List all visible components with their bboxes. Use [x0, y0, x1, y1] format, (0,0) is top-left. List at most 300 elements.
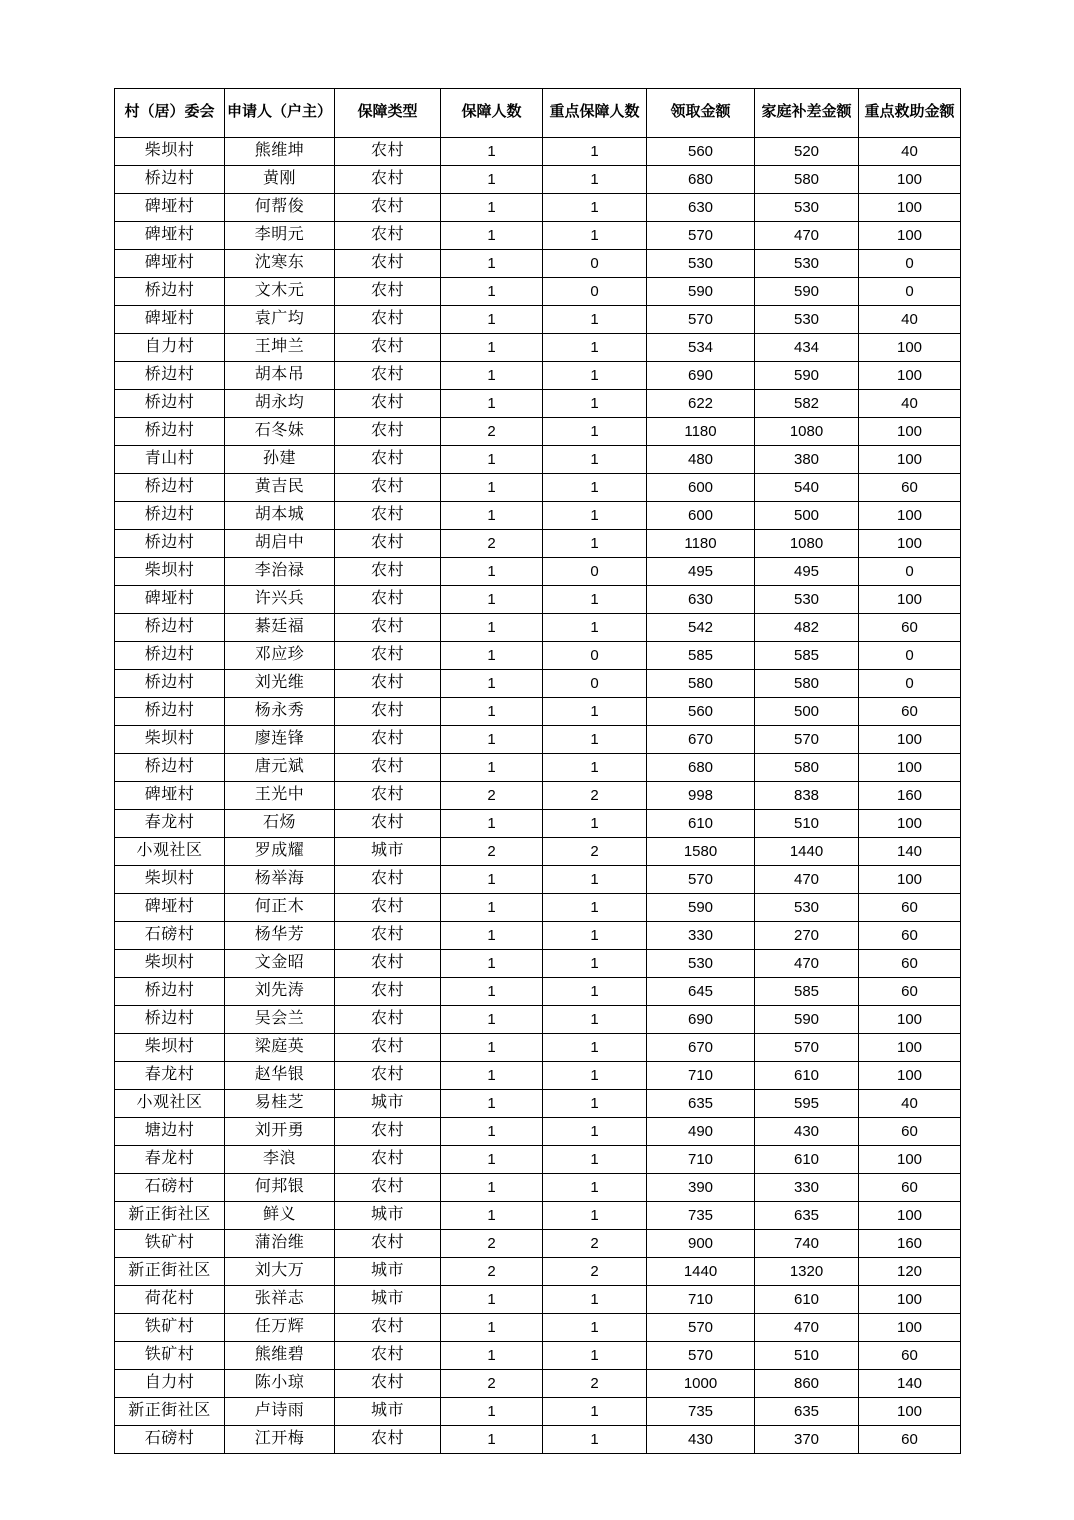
cell-village: 桥边村: [115, 614, 225, 642]
table-row: [115, 1202, 961, 1230]
cell-amount-received: 610: [647, 810, 755, 838]
cell-people-count: 1: [441, 1342, 543, 1370]
cell-village: 荷花村: [115, 1286, 225, 1314]
cell-village: 桥边村: [115, 530, 225, 558]
cell-applicant: 袁广均: [225, 306, 335, 334]
table-row: [115, 1314, 961, 1342]
cell-key-assistance: 0: [859, 558, 961, 586]
table-row: [115, 390, 961, 418]
cell-applicant: 王光中: [225, 782, 335, 810]
cell-family-subsidy: 610: [755, 1286, 859, 1314]
column-header-key-people-count: 重点保障人数: [543, 89, 647, 138]
cell-key-assistance: 100: [859, 166, 961, 194]
cell-family-subsidy: 530: [755, 194, 859, 222]
cell-family-subsidy: 500: [755, 502, 859, 530]
cell-amount-received: 670: [647, 1034, 755, 1062]
cell-type: 农村: [335, 670, 441, 698]
cell-key-assistance: 120: [859, 1258, 961, 1286]
cell-type: 农村: [335, 1174, 441, 1202]
cell-key-assistance: 140: [859, 1370, 961, 1398]
cell-village: 桥边村: [115, 502, 225, 530]
cell-applicant: 罗成耀: [225, 838, 335, 866]
cell-village: 桥边村: [115, 474, 225, 502]
cell-key-assistance: 0: [859, 670, 961, 698]
cell-amount-received: 530: [647, 250, 755, 278]
cell-village: 石磅村: [115, 922, 225, 950]
cell-amount-received: 560: [647, 698, 755, 726]
cell-village: 新正街社区: [115, 1202, 225, 1230]
cell-amount-received: 570: [647, 222, 755, 250]
cell-type: 农村: [335, 474, 441, 502]
cell-key-people-count: 1: [543, 1286, 647, 1314]
cell-applicant: 鲜义: [225, 1202, 335, 1230]
cell-family-subsidy: 610: [755, 1146, 859, 1174]
cell-key-assistance: 40: [859, 306, 961, 334]
cell-amount-received: 570: [647, 1342, 755, 1370]
cell-type: 农村: [335, 1426, 441, 1454]
cell-family-subsidy: 510: [755, 810, 859, 838]
cell-amount-received: 1440: [647, 1258, 755, 1286]
cell-amount-received: 1180: [647, 418, 755, 446]
cell-village: 铁矿村: [115, 1314, 225, 1342]
cell-people-count: 2: [441, 530, 543, 558]
cell-amount-received: 585: [647, 642, 755, 670]
table-row: [115, 1342, 961, 1370]
cell-village: 碑垭村: [115, 894, 225, 922]
cell-village: 石磅村: [115, 1174, 225, 1202]
cell-village: 塘边村: [115, 1118, 225, 1146]
cell-people-count: 1: [441, 586, 543, 614]
cell-applicant: 许兴兵: [225, 586, 335, 614]
cell-family-subsidy: 610: [755, 1062, 859, 1090]
cell-village: 新正街社区: [115, 1398, 225, 1426]
cell-people-count: 1: [441, 334, 543, 362]
table-row: [115, 1370, 961, 1398]
cell-type: 农村: [335, 446, 441, 474]
column-header-people-count: 保障人数: [441, 89, 543, 138]
cell-key-people-count: 1: [543, 1090, 647, 1118]
cell-key-people-count: 1: [543, 1398, 647, 1426]
cell-key-people-count: 0: [543, 670, 647, 698]
cell-amount-received: 600: [647, 502, 755, 530]
cell-people-count: 1: [441, 446, 543, 474]
cell-key-people-count: 1: [543, 194, 647, 222]
table-row: [115, 1034, 961, 1062]
cell-applicant: 何帮俊: [225, 194, 335, 222]
cell-type: 城市: [335, 1398, 441, 1426]
cell-family-subsidy: 510: [755, 1342, 859, 1370]
cell-type: 农村: [335, 1314, 441, 1342]
cell-family-subsidy: 470: [755, 222, 859, 250]
cell-key-people-count: 1: [543, 922, 647, 950]
cell-applicant: 沈寒东: [225, 250, 335, 278]
cell-key-assistance: 100: [859, 418, 961, 446]
cell-type: 农村: [335, 250, 441, 278]
table-row: [115, 1230, 961, 1258]
table-body: [115, 138, 961, 1454]
cell-family-subsidy: 270: [755, 922, 859, 950]
cell-village: 青山村: [115, 446, 225, 474]
cell-type: 城市: [335, 838, 441, 866]
cell-people-count: 1: [441, 1090, 543, 1118]
cell-type: 农村: [335, 1006, 441, 1034]
cell-people-count: 1: [441, 250, 543, 278]
cell-applicant: 刘大万: [225, 1258, 335, 1286]
cell-key-assistance: 100: [859, 446, 961, 474]
cell-amount-received: 710: [647, 1286, 755, 1314]
cell-key-assistance: 160: [859, 1230, 961, 1258]
cell-key-assistance: 60: [859, 1426, 961, 1454]
cell-type: 农村: [335, 1370, 441, 1398]
cell-type: 城市: [335, 1202, 441, 1230]
cell-amount-received: 590: [647, 894, 755, 922]
cell-village: 碑垭村: [115, 782, 225, 810]
column-header-key-assistance: 重点救助金额: [859, 89, 961, 138]
cell-people-count: 2: [441, 782, 543, 810]
cell-people-count: 1: [441, 978, 543, 1006]
cell-type: 农村: [335, 530, 441, 558]
cell-key-people-count: 1: [543, 474, 647, 502]
table-row: [115, 894, 961, 922]
cell-village: 桥边村: [115, 698, 225, 726]
cell-type: 农村: [335, 614, 441, 642]
cell-key-people-count: 1: [543, 418, 647, 446]
cell-applicant: 任万辉: [225, 1314, 335, 1342]
cell-applicant: 蒲治维: [225, 1230, 335, 1258]
cell-family-subsidy: 580: [755, 166, 859, 194]
table-row: [115, 1258, 961, 1286]
cell-type: 农村: [335, 222, 441, 250]
cell-key-people-count: 1: [543, 530, 647, 558]
cell-type: 农村: [335, 1230, 441, 1258]
cell-applicant: 文金昭: [225, 950, 335, 978]
cell-village: 柴坝村: [115, 726, 225, 754]
cell-family-subsidy: 495: [755, 558, 859, 586]
cell-key-assistance: 60: [859, 614, 961, 642]
cell-key-people-count: 2: [543, 1370, 647, 1398]
cell-key-assistance: 100: [859, 1398, 961, 1426]
table-header-row: [115, 89, 961, 138]
cell-type: 农村: [335, 726, 441, 754]
cell-people-count: 1: [441, 166, 543, 194]
cell-family-subsidy: 520: [755, 138, 859, 166]
cell-key-assistance: 100: [859, 502, 961, 530]
cell-key-people-count: 1: [543, 166, 647, 194]
cell-family-subsidy: 838: [755, 782, 859, 810]
cell-family-subsidy: 580: [755, 670, 859, 698]
cell-key-assistance: 60: [859, 1118, 961, 1146]
cell-applicant: 胡启中: [225, 530, 335, 558]
cell-family-subsidy: 430: [755, 1118, 859, 1146]
cell-people-count: 2: [441, 1258, 543, 1286]
cell-key-people-count: 1: [543, 1202, 647, 1230]
table-row: [115, 866, 961, 894]
cell-key-people-count: 1: [543, 1426, 647, 1454]
cell-key-people-count: 1: [543, 894, 647, 922]
cell-type: 农村: [335, 950, 441, 978]
cell-applicant: 杨举海: [225, 866, 335, 894]
cell-amount-received: 542: [647, 614, 755, 642]
cell-amount-received: 680: [647, 166, 755, 194]
cell-key-assistance: 100: [859, 1286, 961, 1314]
column-header-family-subsidy: 家庭补差金额: [755, 89, 859, 138]
cell-amount-received: 998: [647, 782, 755, 810]
cell-amount-received: 534: [647, 334, 755, 362]
cell-village: 碑垭村: [115, 250, 225, 278]
cell-type: 农村: [335, 278, 441, 306]
cell-key-assistance: 0: [859, 250, 961, 278]
cell-applicant: 赵华银: [225, 1062, 335, 1090]
cell-amount-received: 645: [647, 978, 755, 1006]
cell-applicant: 吴会兰: [225, 1006, 335, 1034]
cell-people-count: 1: [441, 614, 543, 642]
table-row: [115, 278, 961, 306]
cell-applicant: 石炀: [225, 810, 335, 838]
cell-key-people-count: 1: [543, 1174, 647, 1202]
table-row: [115, 1090, 961, 1118]
cell-people-count: 1: [441, 922, 543, 950]
table-row: [115, 782, 961, 810]
cell-amount-received: 690: [647, 1006, 755, 1034]
cell-type: 农村: [335, 418, 441, 446]
cell-people-count: 1: [441, 1174, 543, 1202]
column-header-village: 村（居）委会: [115, 89, 225, 138]
cell-family-subsidy: 740: [755, 1230, 859, 1258]
cell-key-people-count: 1: [543, 1342, 647, 1370]
cell-amount-received: 590: [647, 278, 755, 306]
cell-village: 碑垭村: [115, 306, 225, 334]
cell-amount-received: 670: [647, 726, 755, 754]
cell-key-people-count: 1: [543, 950, 647, 978]
cell-amount-received: 680: [647, 754, 755, 782]
cell-key-assistance: 60: [859, 1174, 961, 1202]
table-row: [115, 754, 961, 782]
cell-village: 春龙村: [115, 810, 225, 838]
cell-applicant: 綦廷福: [225, 614, 335, 642]
cell-type: 城市: [335, 1258, 441, 1286]
cell-village: 铁矿村: [115, 1342, 225, 1370]
table-header: [115, 89, 961, 138]
cell-amount-received: 390: [647, 1174, 755, 1202]
cell-amount-received: 710: [647, 1146, 755, 1174]
table-row: [115, 838, 961, 866]
cell-key-assistance: 100: [859, 866, 961, 894]
cell-family-subsidy: 1440: [755, 838, 859, 866]
cell-key-people-count: 1: [543, 614, 647, 642]
cell-key-assistance: 60: [859, 978, 961, 1006]
cell-village: 桥边村: [115, 418, 225, 446]
cell-key-assistance: 160: [859, 782, 961, 810]
cell-family-subsidy: 482: [755, 614, 859, 642]
table-row: [115, 726, 961, 754]
cell-village: 碑垭村: [115, 194, 225, 222]
cell-applicant: 黄刚: [225, 166, 335, 194]
cell-people-count: 1: [441, 278, 543, 306]
column-header-type: 保障类型: [335, 89, 441, 138]
cell-key-assistance: 100: [859, 222, 961, 250]
cell-village: 碑垭村: [115, 586, 225, 614]
cell-village: 柴坝村: [115, 138, 225, 166]
cell-family-subsidy: 1080: [755, 418, 859, 446]
cell-applicant: 何邦银: [225, 1174, 335, 1202]
column-header-amount-received: 领取金额: [647, 89, 755, 138]
cell-key-assistance: 100: [859, 530, 961, 558]
cell-type: 农村: [335, 334, 441, 362]
cell-type: 农村: [335, 390, 441, 418]
table-row: [115, 1006, 961, 1034]
cell-village: 柴坝村: [115, 1034, 225, 1062]
table-row: [115, 138, 961, 166]
cell-family-subsidy: 1320: [755, 1258, 859, 1286]
cell-people-count: 1: [441, 390, 543, 418]
cell-applicant: 刘先涛: [225, 978, 335, 1006]
table-row: [115, 530, 961, 558]
cell-key-people-count: 1: [543, 362, 647, 390]
cell-village: 春龙村: [115, 1146, 225, 1174]
cell-amount-received: 430: [647, 1426, 755, 1454]
cell-family-subsidy: 582: [755, 390, 859, 418]
cell-village: 碑垭村: [115, 222, 225, 250]
cell-village: 桥边村: [115, 642, 225, 670]
cell-village: 桥边村: [115, 978, 225, 1006]
cell-village: 春龙村: [115, 1062, 225, 1090]
cell-type: 农村: [335, 754, 441, 782]
table-row: [115, 306, 961, 334]
table-row: [115, 810, 961, 838]
cell-key-people-count: 1: [543, 698, 647, 726]
table-row: [115, 698, 961, 726]
cell-family-subsidy: 470: [755, 950, 859, 978]
table-row: [115, 614, 961, 642]
cell-applicant: 李治禄: [225, 558, 335, 586]
cell-key-assistance: 60: [859, 1342, 961, 1370]
cell-applicant: 石冬妹: [225, 418, 335, 446]
cell-key-assistance: 100: [859, 334, 961, 362]
cell-people-count: 1: [441, 810, 543, 838]
cell-key-assistance: 100: [859, 1202, 961, 1230]
cell-key-assistance: 60: [859, 474, 961, 502]
table-row: [115, 558, 961, 586]
cell-key-people-count: 1: [543, 1118, 647, 1146]
cell-type: 农村: [335, 698, 441, 726]
cell-key-assistance: 0: [859, 642, 961, 670]
cell-key-assistance: 100: [859, 1062, 961, 1090]
cell-people-count: 1: [441, 138, 543, 166]
cell-amount-received: 690: [647, 362, 755, 390]
cell-applicant: 胡永均: [225, 390, 335, 418]
cell-family-subsidy: 590: [755, 278, 859, 306]
cell-amount-received: 735: [647, 1398, 755, 1426]
cell-village: 桥边村: [115, 166, 225, 194]
cell-people-count: 1: [441, 866, 543, 894]
cell-village: 桥边村: [115, 754, 225, 782]
cell-family-subsidy: 370: [755, 1426, 859, 1454]
cell-amount-received: 635: [647, 1090, 755, 1118]
cell-type: 农村: [335, 1034, 441, 1062]
cell-key-assistance: 40: [859, 1090, 961, 1118]
cell-type: 城市: [335, 1090, 441, 1118]
table-row: [115, 474, 961, 502]
cell-key-assistance: 100: [859, 1146, 961, 1174]
cell-key-assistance: 100: [859, 1006, 961, 1034]
cell-village: 自力村: [115, 334, 225, 362]
cell-type: 农村: [335, 1146, 441, 1174]
table-row: [115, 1286, 961, 1314]
cell-key-assistance: 60: [859, 922, 961, 950]
cell-applicant: 黄吉民: [225, 474, 335, 502]
cell-applicant: 李明元: [225, 222, 335, 250]
cell-people-count: 1: [441, 1146, 543, 1174]
cell-village: 柴坝村: [115, 866, 225, 894]
cell-type: 农村: [335, 810, 441, 838]
cell-people-count: 1: [441, 1398, 543, 1426]
cell-type: 农村: [335, 558, 441, 586]
cell-type: 农村: [335, 1118, 441, 1146]
cell-key-assistance: 100: [859, 754, 961, 782]
cell-key-assistance: 40: [859, 390, 961, 418]
cell-amount-received: 330: [647, 922, 755, 950]
cell-people-count: 1: [441, 1034, 543, 1062]
table-row: [115, 1146, 961, 1174]
cell-key-assistance: 100: [859, 362, 961, 390]
cell-key-people-count: 1: [543, 1314, 647, 1342]
cell-applicant: 江开梅: [225, 1426, 335, 1454]
cell-applicant: 文木元: [225, 278, 335, 306]
cell-key-assistance: 100: [859, 810, 961, 838]
cell-key-people-count: 1: [543, 1146, 647, 1174]
cell-key-people-count: 1: [543, 1062, 647, 1090]
table-row: [115, 1118, 961, 1146]
cell-applicant: 邓应珍: [225, 642, 335, 670]
cell-key-assistance: 100: [859, 1314, 961, 1342]
cell-family-subsidy: 1080: [755, 530, 859, 558]
cell-type: 农村: [335, 642, 441, 670]
cell-people-count: 1: [441, 1118, 543, 1146]
cell-key-people-count: 2: [543, 782, 647, 810]
cell-people-count: 1: [441, 362, 543, 390]
cell-applicant: 张祥志: [225, 1286, 335, 1314]
cell-family-subsidy: 635: [755, 1202, 859, 1230]
cell-amount-received: 570: [647, 306, 755, 334]
cell-people-count: 1: [441, 754, 543, 782]
cell-applicant: 梁庭英: [225, 1034, 335, 1062]
cell-type: 农村: [335, 894, 441, 922]
cell-people-count: 1: [441, 194, 543, 222]
cell-applicant: 刘光维: [225, 670, 335, 698]
cell-key-people-count: 1: [543, 754, 647, 782]
cell-family-subsidy: 330: [755, 1174, 859, 1202]
cell-key-people-count: 1: [543, 726, 647, 754]
cell-key-assistance: 0: [859, 278, 961, 306]
cell-key-assistance: 100: [859, 194, 961, 222]
cell-type: 农村: [335, 866, 441, 894]
cell-village: 新正街社区: [115, 1258, 225, 1286]
cell-type: 农村: [335, 166, 441, 194]
cell-family-subsidy: 530: [755, 306, 859, 334]
cell-family-subsidy: 585: [755, 978, 859, 1006]
cell-family-subsidy: 635: [755, 1398, 859, 1426]
cell-key-people-count: 1: [543, 1034, 647, 1062]
table-row: [115, 502, 961, 530]
cell-type: 城市: [335, 1286, 441, 1314]
cell-key-people-count: 1: [543, 390, 647, 418]
cell-village: 小观社区: [115, 1090, 225, 1118]
cell-people-count: 1: [441, 642, 543, 670]
cell-applicant: 何正木: [225, 894, 335, 922]
cell-amount-received: 900: [647, 1230, 755, 1258]
cell-amount-received: 570: [647, 866, 755, 894]
table-row: [115, 670, 961, 698]
